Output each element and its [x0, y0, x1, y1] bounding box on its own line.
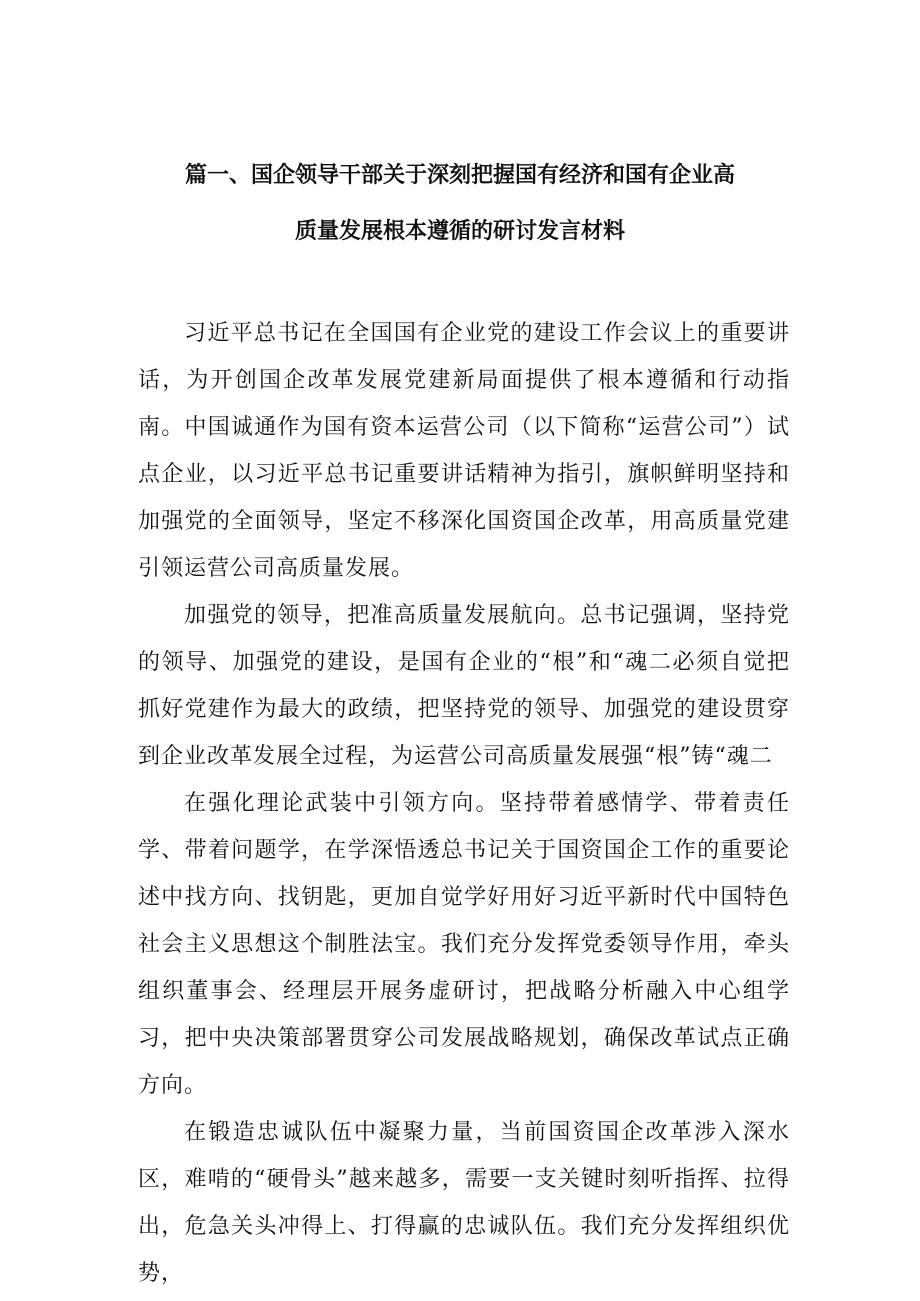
document-body — [138, 310, 790, 1297]
title-line-1: 篇一、国企领导干部关于深刻把握国有经济和国有企业高 — [184, 163, 735, 188]
paragraph-3: 在强化理论武装中引领方向。坚持带着感情学、带着责任学、带着问题学，在学深悟透总书记关于国资国企工作的重要论述中找方向、找钥匙，更加自觉学好用好习近平新时代中国特色社会主义思想这个制胜法宝。我们充分发挥党委领导作用，牵头组织董事会、经理层开展务虚研讨，把战略分析融入中心组学习，把中央决策部署贯穿公司发展战略规划，确保改革试点正确方向。 — [138, 791, 790, 1098]
document-title — [0, 148, 920, 260]
paragraph-2: 加强党的领导，把准高质量发展航向。总书记强调，坚持党的领导、加强党的建设，是国有企业的“根”和“魂二必须自觉把抓好党建作为最大的政绩，把坚持党的领导、加强党的建设贯穿到企业改革发展全过程，为运营公司高质量发展强“根”铸“魂二 — [138, 603, 790, 769]
title-line-2: 质量发展根本遵循的研讨发言材料 — [294, 219, 625, 244]
paragraph-1: 习近平总书记在全国国有企业党的建设工作会议上的重要讲话，为开创国企改革发展党建新局面提供了根本遵循和行动指南。中国诚通作为国有资本运营公司（以下简称“运营公司”）试点企业，以习近平总书记重要讲话精神为指引，旗帜鲜明坚持和加强党的全面领导，坚定不移深化国资国企改革，用高质量党建引领运营公司高质量发展。 — [138, 321, 790, 581]
paragraph-4: 在锻造忠诚队伍中凝聚力量，当前国资国企改革涉入深水区，难啃的“硬骨头”越来越多，需要一支关键时刻听指挥、拉得出，危急关头冲得上、打得赢的忠诚队伍。我们充分发挥组织优势， — [138, 1120, 790, 1286]
